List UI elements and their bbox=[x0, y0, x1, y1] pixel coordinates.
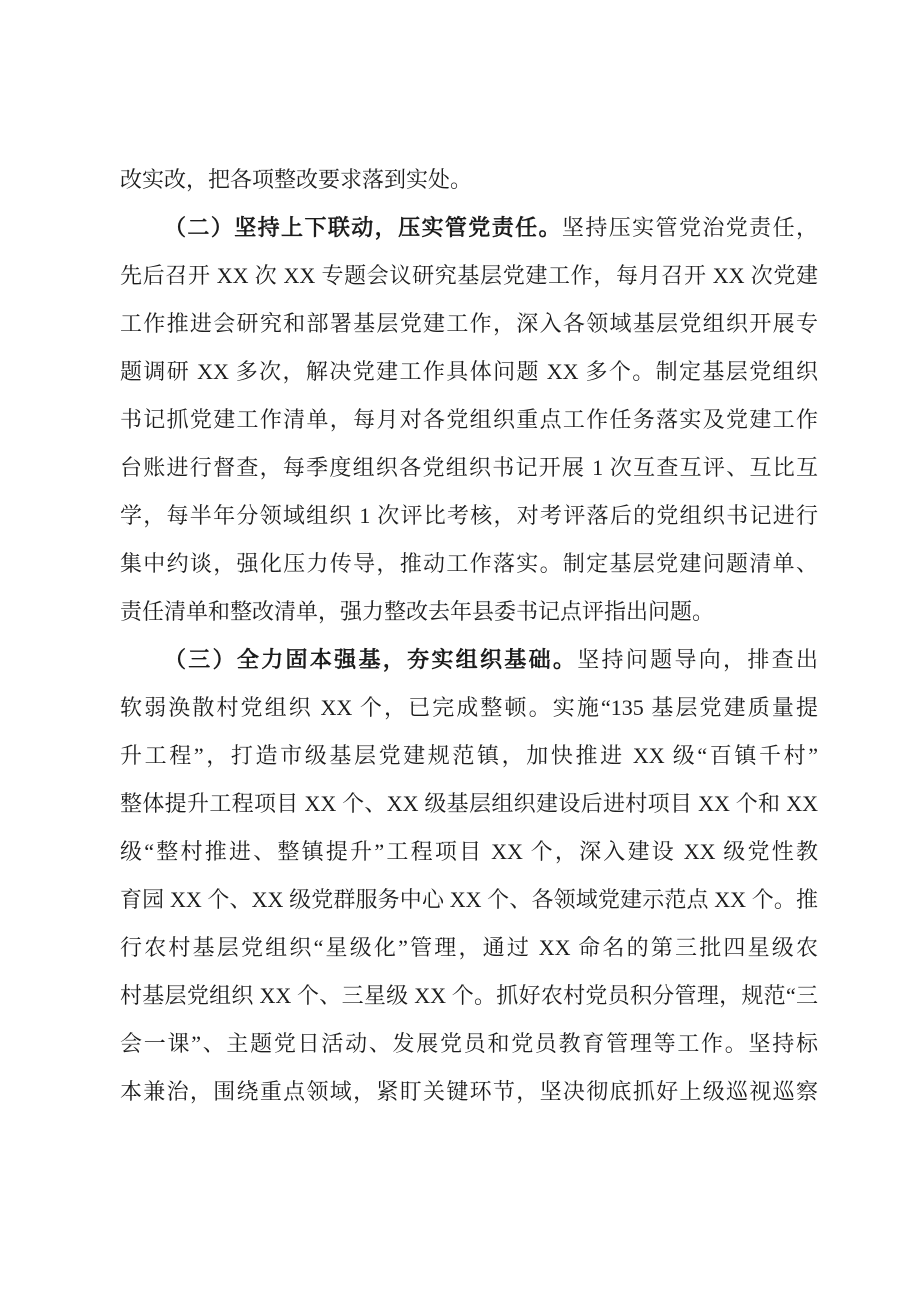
text-line bbox=[120, 1068, 818, 1116]
body-text: 本兼治，围绕重点领域，紧盯关键环节，坚决彻底抓好上级巡视巡察 bbox=[120, 1079, 818, 1104]
text-line bbox=[120, 300, 818, 348]
text-line bbox=[120, 540, 818, 588]
text-line bbox=[120, 684, 818, 732]
body-text: 集中约谈，强化压力传导，推动工作落实。制定基层党建问题清单、 bbox=[120, 551, 818, 576]
text-line bbox=[120, 444, 818, 492]
text-line bbox=[120, 588, 818, 636]
text-line bbox=[120, 780, 818, 828]
body-text: 题调研 XX 多次，解决党建工作具体问题 XX 多个。制定基层党组织 bbox=[120, 359, 818, 384]
body-text: 学，每半年分领域组织 1 次评比考核，对考评落后的党组织书记进行 bbox=[120, 503, 818, 528]
body-text: 改实改，把各项整改要求落到实处。 bbox=[120, 167, 473, 192]
body-text: 坚持问题导向，排查出 bbox=[577, 647, 818, 672]
body-text: 整体提升工程项目 XX 个、XX 级基层组织建设后进村项目 XX 个和 XX bbox=[120, 791, 818, 816]
body-text: 育园 XX 个、XX 级党群服务中心 XX 个、各领域党建示范点 XX 个。推 bbox=[120, 887, 818, 912]
text-line bbox=[120, 972, 818, 1020]
body-text: 先后召开 XX 次 XX 专题会议研究基层党建工作，每月召开 XX 次党建 bbox=[120, 263, 818, 288]
text-line bbox=[120, 876, 818, 924]
paragraph-heading-line bbox=[120, 204, 818, 252]
text-line bbox=[120, 348, 818, 396]
body-text: 行农村基层党组织“星级化”管理，通过 XX 命名的第三批四星级农 bbox=[120, 935, 818, 960]
body-text: 级“整村推进、整镇提升”工程项目 XX 个，深入建设 XX 级党性教 bbox=[120, 839, 818, 864]
text-line bbox=[120, 492, 818, 540]
text-line bbox=[120, 156, 818, 204]
text-line bbox=[120, 732, 818, 780]
text-line bbox=[120, 252, 818, 300]
body-text: 会一课”、主题党日活动、发展党员和党员教育管理等工作。坚持标 bbox=[120, 1031, 818, 1056]
body-text: 工作推进会研究和部署基层党建工作，深入各领域基层党组织开展专 bbox=[120, 311, 818, 336]
text-line bbox=[120, 396, 818, 444]
paragraph-heading-line bbox=[120, 636, 818, 684]
body-text: 软弱涣散村党组织 XX 个，已完成整顿。实施“135 基层党建质量提 bbox=[120, 695, 818, 720]
body-text: 台账进行督查，每季度组织各党组织书记开展 1 次互查互评、互比互 bbox=[120, 455, 818, 480]
body-text: 坚持压实管党治党责任， bbox=[561, 215, 818, 240]
text-line bbox=[120, 924, 818, 972]
document-text-block bbox=[120, 156, 818, 1116]
text-line bbox=[120, 1020, 818, 1068]
section-heading: （二）坚持上下联动，压实管党责任。 bbox=[164, 215, 562, 240]
section-heading: （三）全力固本强基，夯实组织基础。 bbox=[164, 647, 578, 672]
body-text: 书记抓党建工作清单，每月对各党组织重点工作任务落实及党建工作 bbox=[120, 407, 818, 432]
text-line bbox=[120, 828, 818, 876]
body-text: 升工程”，打造市级基层党建规范镇，加快推进 XX 级“百镇千村” bbox=[120, 743, 818, 768]
body-text: 责任清单和整改清单，强力整改去年县委书记点评指出问题。 bbox=[120, 599, 715, 624]
body-text: 村基层党组织 XX 个、三星级 XX 个。抓好农村党员积分管理，规范“三 bbox=[120, 983, 818, 1008]
